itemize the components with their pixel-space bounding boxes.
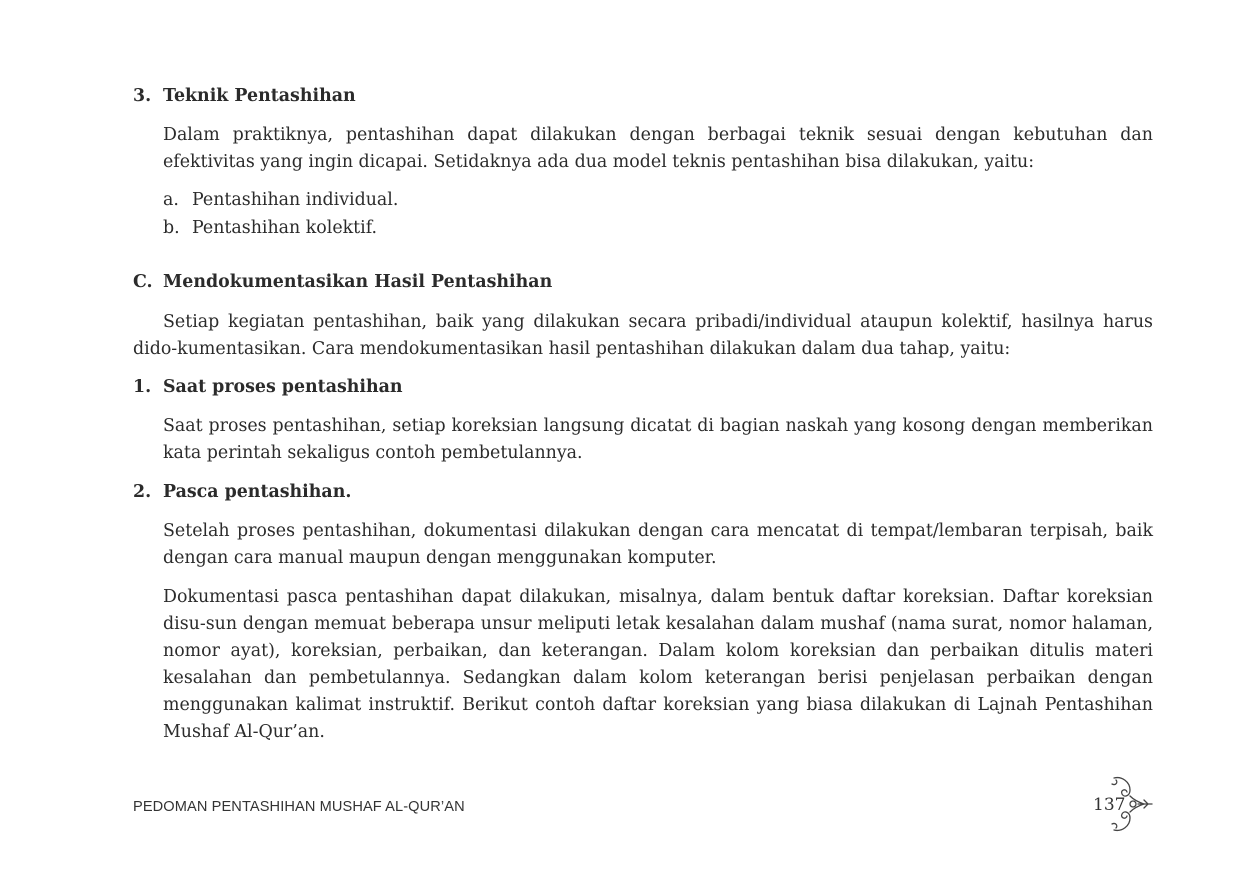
running-footer-title: PEDOMAN PENTASHIHAN MUSHAF AL-QUR’AN (133, 799, 465, 815)
section-3-title: Teknik Pentashihan (163, 86, 356, 106)
section-3-heading (133, 83, 833, 110)
list-item-label: b. (163, 218, 180, 238)
subsection-2-paragraph-2: Dokumentasi pasca pentashihan dapat dilakukan, misalnya, dalam bentuk daftar koreksian. Daftar koreksian disu-sun dengan memuat beberapa unsur meliputi letak kesalahan dalam mushaf (nama surat, nomor halaman, nomor ayat), koreksian, perbaikan, dan keterangan. Dalam kolom koreksian dan perbaikan ditulis materi kesalahan dan pembetulannya. Sedangkan dalam kolom keterangan berisi penjelasan perbaikan dengan menggunakan kalimat instruktif. Berikut contoh daftar koreksian yang biasa dilakukan di Lajnah Pentashihan Mushaf Al-Qur’an. (163, 587, 1153, 742)
list-item-label: a. (163, 190, 179, 210)
subsection-2-heading (133, 479, 833, 506)
subsection-2-number: 2. (133, 482, 152, 502)
page-number: 137 (1093, 795, 1126, 815)
subsection-1-title: Saat proses pentashihan (163, 377, 403, 397)
section-c-letter: C. (133, 272, 153, 292)
subsection-1-paragraph: Saat proses pentashihan, setiap koreksian langsung dicatat di bagian naskah yang kosong dengan memberikan kata perintah sekaligus contoh pembetulannya. (163, 416, 1153, 463)
section-3-paragraph: Dalam praktiknya, pentashihan dapat dilakukan dengan berbagai teknik sesuai dengan kebutuhan dan efektivitas yang ingin dicapai. Setidaknya ada dua model teknis pentashihan bisa dilakukan, yaitu: (163, 125, 1153, 172)
section-3-number: 3. (133, 86, 152, 106)
subsection-1-heading (133, 374, 833, 401)
subsection-2-title: Pasca pentashihan. (163, 482, 352, 502)
subsection-1-number: 1. (133, 377, 152, 397)
list-item-text: Pentashihan individual. (192, 190, 399, 210)
section-c-heading (133, 269, 833, 296)
section-c-title: Mendokumentasikan Hasil Pentashihan (163, 272, 553, 292)
subsection-2-paragraph-1: Setelah proses pentashihan, dokumentasi dilakukan dengan cara mencatat di tempat/lembaran terpisah, baik dengan cara manual maupun dengan menggunakan komputer. (163, 521, 1153, 568)
technique-list-item (163, 187, 763, 214)
section-c-paragraph: Setiap kegiatan pentashihan, baik yang dilakukan secara pribadi/individual ataupun kolektif, hasilnya harus dido-kumentasikan. Cara mendokumentasikan hasil pentashihan dilakukan dalam dua tahap, yaitu: (133, 312, 1153, 359)
list-item-text: Pentashihan kolektif. (192, 218, 378, 238)
technique-list-item (163, 215, 763, 242)
